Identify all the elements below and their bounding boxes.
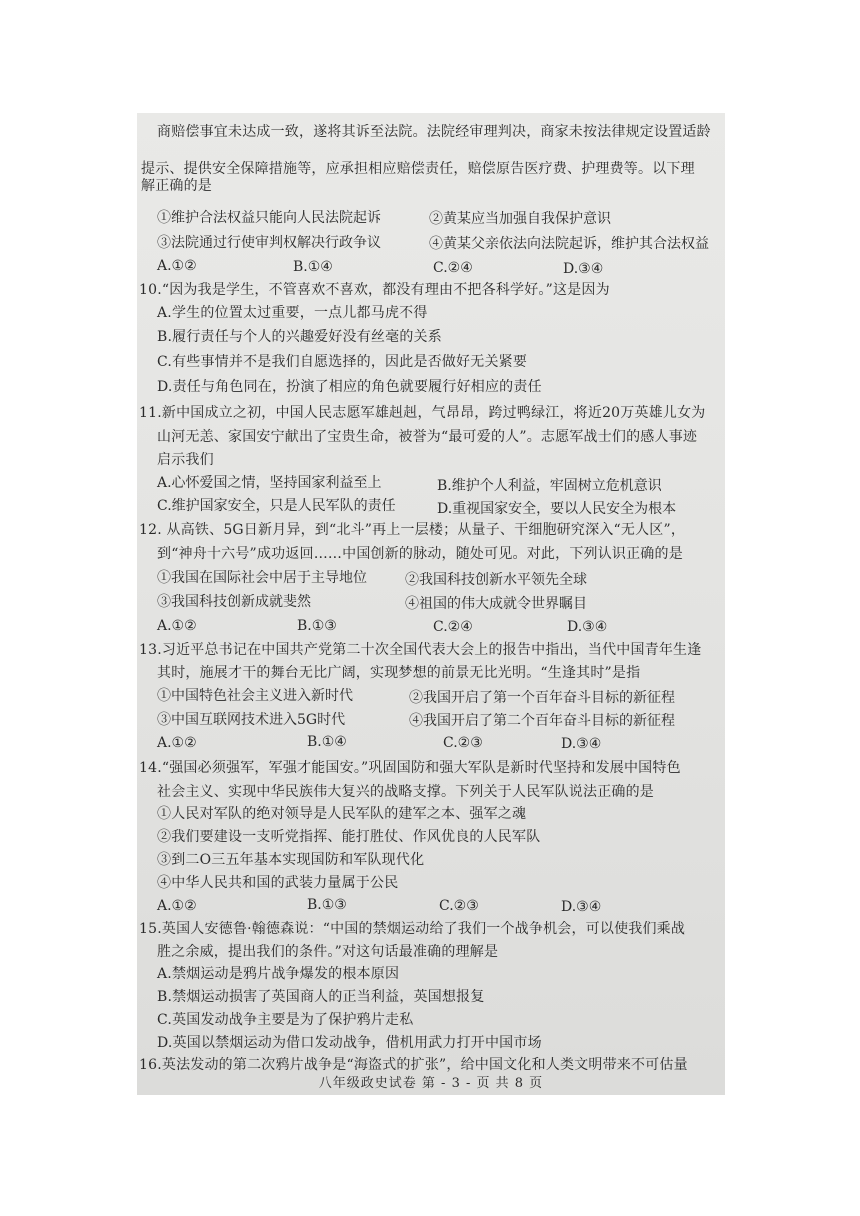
- question-11: 11.新中国成立之初，中国人民志愿军雄赳赳，气昂昂，跨过鸭绿江，将近20万英雄儿女为: [139, 405, 706, 421]
- option-c: C.②③: [439, 898, 479, 914]
- option-b: B.①③: [297, 618, 337, 634]
- question-text-line: 解正确的是: [141, 178, 212, 194]
- option-b: B.禁烟运动损害了英国商人的正当利益，英国想报复: [157, 989, 485, 1005]
- question-15: 15.英国人安德鲁·翰德森说：“中国的禁烟运动给了我们一个战争机会，可以使我们乘战: [139, 921, 686, 937]
- option-a: A.①②: [157, 898, 197, 914]
- question-16: 16.英法发动的第二次鸦片战争是“海盗式的扩张”，给中国文化和人类文明带来不可估量: [139, 1057, 688, 1073]
- option-d: D.③④: [561, 899, 602, 915]
- option-b: B.履行责任与个人的兴趣爱好没有丝毫的关系: [157, 329, 442, 345]
- option-d: D.重视国家安全，要以人民安全为根本: [437, 501, 677, 517]
- question-13: 13.习近平总书记在中国共产党第二十次全国代表大会上的报告中指出，当代中国青年生逢: [139, 642, 702, 658]
- option-b: B.①③: [307, 897, 347, 913]
- question-text-line: 社会主义、实现中华民族伟大复兴的战略支撑。下列关于人民军队说法正确的是: [157, 784, 654, 800]
- statement-3: ③法院通过行使审判权解决行政争议: [157, 235, 381, 251]
- question-text-line: 启示我们: [157, 452, 214, 468]
- question-text-line: 山河无恙、家国安宁献出了宝贵生命，被誉为“最可爱的人”。志愿军战士们的感人事迹: [157, 429, 698, 445]
- option-d: D.③④: [561, 736, 602, 752]
- statement-2: ②黄某应当加强自我保护意识: [429, 211, 611, 227]
- statement-3: ③我国科技创新成就斐然: [157, 594, 311, 610]
- statement-1: ①我国在国际社会中居于主导地位: [157, 570, 367, 586]
- option-a: A.心怀爱国之情，坚持国家利益至上: [157, 475, 382, 491]
- option-a: A.①②: [157, 258, 197, 274]
- statement-4: ④我国开启了第二个百年奋斗目标的新征程: [409, 713, 675, 729]
- option-d: D.③④: [567, 619, 608, 635]
- option-c: C.英国发动战争主要是为了保护鸦片走私: [157, 1012, 414, 1028]
- question-text-line: 提示、提供安全保障措施等，应承担相应赔偿责任，赔偿原告医疗费、护理费等。以下理: [141, 161, 695, 177]
- option-a: A.学生的位置太过重要，一点儿都马虎不得: [157, 305, 428, 321]
- statement-2: ②我国科技创新水平领先全球: [405, 572, 587, 588]
- option-d: D.责任与角色同在，扮演了相应的角色就要履行好相应的责任: [157, 379, 542, 395]
- option-b: B.维护个人利益，牢固树立危机意识: [437, 478, 662, 494]
- statement-1: ①中国特色社会主义进入新时代: [157, 688, 353, 704]
- question-14: 14.“强国必须强军，军强才能国安。”巩固国防和强大军队是新时代坚持和发展中国特色: [139, 760, 681, 776]
- question-12: 12. 从高铁、5G日新月异，到“北斗”再上一层楼；从量子、干细胞研究深入“无人区”，: [139, 522, 686, 538]
- option-a: A.①②: [157, 618, 197, 634]
- question-text-line: 其时，施展才干的舞台无比广阔，实现梦想的前景无比光明。“生逢其时”是指: [157, 665, 641, 681]
- option-c: C.有些事情并不是我们自愿选择的，因此是否做好无关紧要: [157, 354, 528, 370]
- option-b: B.①④: [293, 259, 333, 275]
- statement-1: ①维护合法权益只能向人民法院起诉: [157, 210, 381, 226]
- page-footer: 八年级政史试卷 第 - 3 - 页 共 8 页: [318, 1076, 544, 1091]
- statement-4: ④黄某父亲依法向法院起诉，维护其合法权益: [429, 236, 709, 252]
- option-d: D.英国以禁烟运动为借口发动战争，借机用武力打开中国市场: [157, 1035, 542, 1051]
- statement-3: ③到二O三五年基本实现国防和军队现代化: [157, 852, 425, 868]
- statement-2: ②我国开启了第一个百年奋斗目标的新征程: [409, 690, 675, 706]
- statement-2: ②我们要建设一支听党指挥、能打胜仗、作风优良的人民军队: [157, 829, 541, 845]
- statement-3: ③中国互联网技术进入5G时代: [157, 712, 346, 728]
- option-c: C.②④: [433, 619, 473, 635]
- question-text-line: 商赔偿事宜未达成一致，遂将其诉至法院。法院经审理判决，商家未按法律规定设置适龄: [157, 124, 711, 140]
- statement-4: ④祖国的伟大成就令世界瞩目: [405, 596, 587, 612]
- statement-4: ④中华人民共和国的武装力量属于公民: [157, 875, 399, 891]
- statement-1: ①人民对军队的绝对领导是人民军队的建军之本、强军之魂: [157, 806, 527, 822]
- option-a: A.①②: [157, 735, 197, 751]
- question-text-line: 胜之余威，提出我们的条件。”对这句话最准确的理解是: [157, 944, 499, 960]
- option-c: C.维护国家安全，只是人民军队的责任: [157, 498, 396, 514]
- exam-page: [137, 113, 725, 1095]
- question-10: 10.“因为我是学生，不管喜欢不喜欢，都没有理由不把各科学好。”这是因为: [139, 282, 610, 298]
- option-c: C.②③: [443, 735, 483, 751]
- option-d: D.③④: [563, 261, 604, 277]
- option-a: A.禁烟运动是鸦片战争爆发的根本原因: [157, 966, 400, 982]
- option-b: B.①④: [307, 734, 347, 750]
- option-c: C.②④: [433, 260, 473, 276]
- question-text-line: 到“神舟十六号”成功返回……中国创新的脉动，随处可见。对此，下列认识正确的是: [157, 546, 683, 562]
